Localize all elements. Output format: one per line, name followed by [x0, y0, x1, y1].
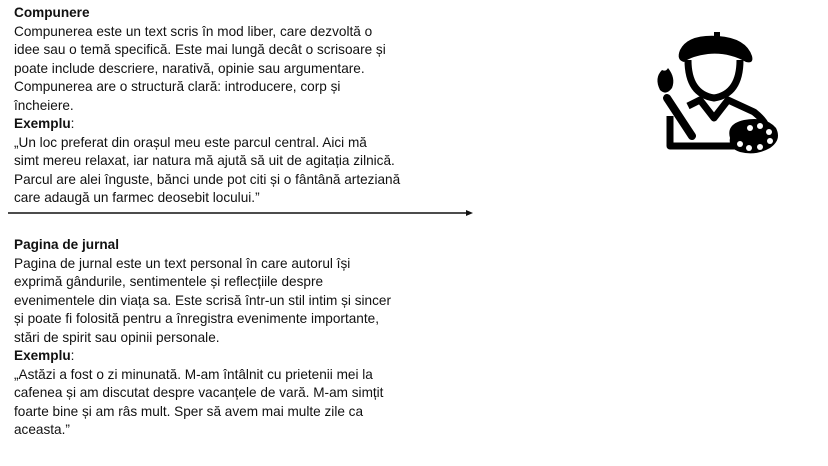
example-label: Exemplu [14, 116, 71, 131]
text-line: idee sau o temă specifică. Este mai lungă decât o scrisoare și [14, 42, 386, 57]
example-line: cafenea și am discutat despre vacanțele de vară. M-am simțit [14, 385, 384, 400]
text-line: și poate fi folosită pentru a înregistra evenimente importante, [14, 311, 379, 326]
example-line: care adaugă un farmec deosebit locului.” [14, 190, 260, 205]
example-colon: : [70, 116, 75, 131]
text-line: evenimentele din viața sa. Este scrisă într-un stil intim și sincer [14, 292, 391, 308]
text-line: încheiere. [14, 97, 74, 113]
text-line: Compunerea are o structură clară: introducere, corp și [14, 79, 341, 94]
example-line: Parcul are alei înguste, bănci unde pot citi și o fântână arteziană [14, 171, 401, 187]
jurnal-section [14, 236, 391, 440]
example-line: „Un loc preferat din orașul meu este parcul central. Aici mă [14, 134, 367, 150]
example-line: simt mereu relaxat, iar natura mă ajută să uit de agitația zilnică. [14, 153, 395, 168]
text-line: Compunerea este un text scris în mod liber, care dezvoltă o [14, 23, 373, 39]
example-label: Exemplu [14, 348, 71, 363]
example-line: „Astăzi a fost o zi minunată. M-am întâlnit cu prietenii mei la [14, 366, 373, 382]
arrow-divider [8, 206, 474, 220]
text-line: stări de spirit sau opinii personale. [14, 329, 220, 345]
section-title: Pagina de jurnal [14, 237, 119, 252]
example-heading [14, 347, 391, 366]
section-title: Compunere [14, 5, 90, 20]
example-line: foarte bine și am râs mult. Sper să avem mai multe zile ca [14, 403, 364, 419]
artist-painter-icon [648, 28, 782, 160]
example-heading [14, 115, 400, 134]
compunere-section [14, 4, 400, 208]
example-line: aceasta.” [14, 422, 70, 437]
text-line: poate include descriere, narativă, opinie sau argumentare. [14, 60, 365, 76]
text-line: exprimă gândurile, sentimentele și reflecțiile despre [14, 274, 324, 289]
text-line: Pagina de jurnal este un text personal în care autorul își [14, 255, 351, 271]
example-colon: : [70, 348, 75, 363]
